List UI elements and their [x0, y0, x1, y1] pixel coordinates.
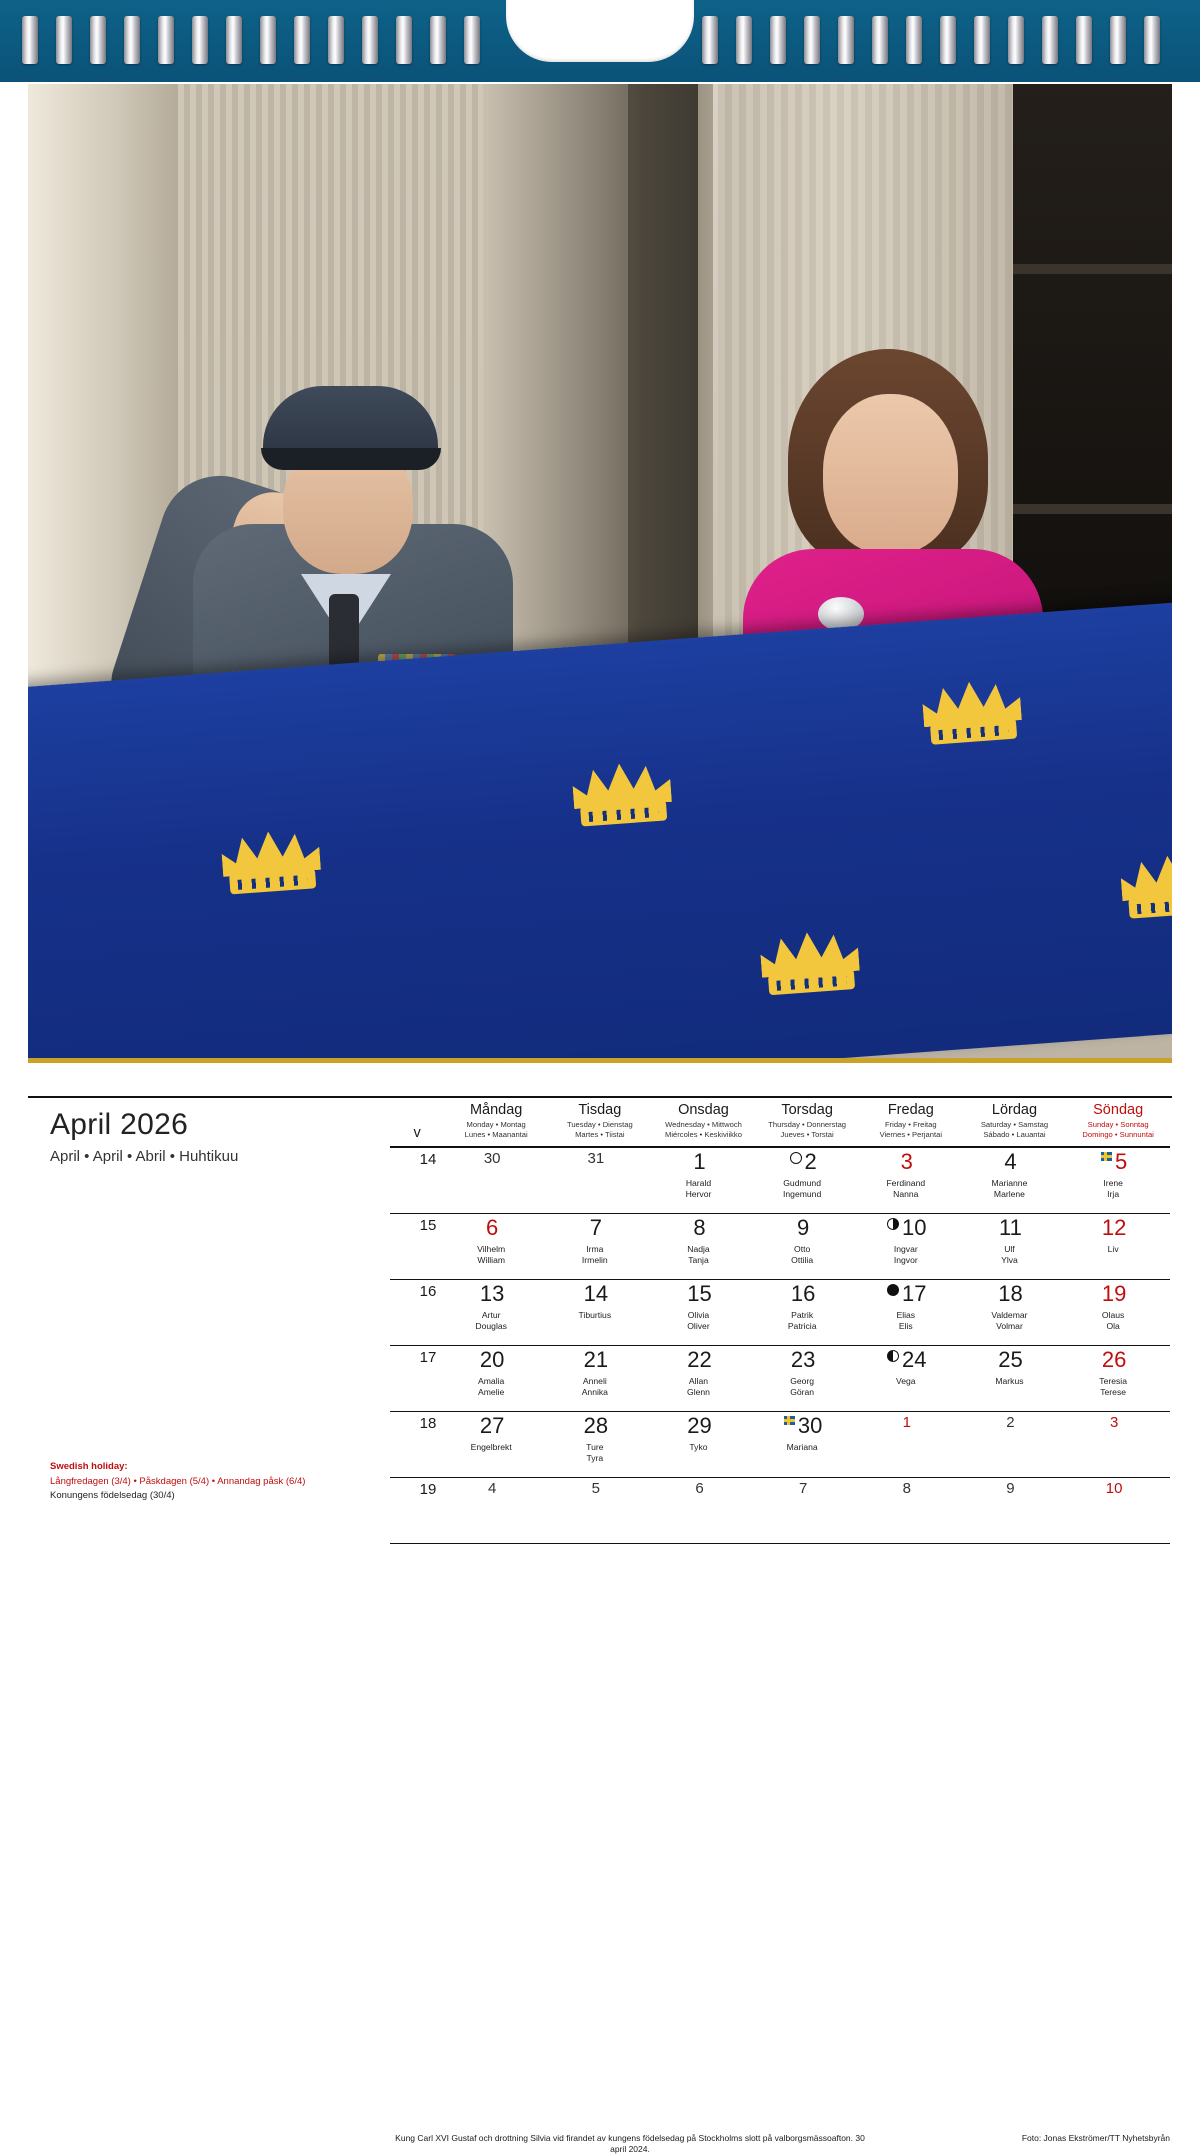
day-cell-inner — [444, 1412, 540, 1477]
day-cell[interactable] — [755, 1213, 859, 1279]
day-cell-inner — [652, 1346, 748, 1411]
day-cell[interactable] — [1066, 1279, 1170, 1345]
day-number-row — [887, 1346, 927, 1372]
day-cell[interactable] — [963, 1345, 1067, 1411]
day-number: 18 — [998, 1280, 1023, 1306]
name-day-names: Engelbrekt — [470, 1441, 512, 1452]
name-day-names: Mariana — [786, 1441, 818, 1452]
day-cell-inner — [652, 1148, 748, 1213]
day-cell-inner — [444, 1481, 540, 1543]
day-cell-inner — [444, 1214, 540, 1279]
day-cell-inner — [755, 1214, 851, 1279]
day-number-row — [900, 1148, 913, 1174]
name-day-names: Vilhelm William — [477, 1243, 506, 1266]
day-cell-inner — [1066, 1148, 1162, 1213]
day-cell[interactable] — [444, 1279, 548, 1345]
name-day-names: Patrik Patricia — [787, 1309, 817, 1332]
day-cell-inner — [859, 1481, 955, 1543]
day-cell-inner — [444, 1280, 540, 1345]
day-cell[interactable] — [548, 1411, 652, 1477]
day-cell[interactable] — [963, 1279, 1067, 1345]
day-number: 11 — [999, 1214, 1022, 1240]
name-day-names: Ture Tyra — [586, 1441, 604, 1464]
day-number: 27 — [479, 1412, 505, 1438]
day-number-row — [693, 1214, 706, 1240]
week-header-label: v — [413, 1124, 421, 1141]
day-number: 10 — [1105, 1479, 1123, 1497]
moon-phase-icon — [887, 1218, 899, 1230]
month-header — [50, 1108, 380, 1165]
weekday-header-1 — [444, 1102, 548, 1147]
day-number: 3 — [900, 1148, 913, 1174]
day-cell-inner — [548, 1481, 644, 1543]
wire-ring — [464, 16, 480, 64]
day-number-row — [887, 1280, 927, 1306]
day-number: 8 — [693, 1214, 706, 1240]
day-number-row — [687, 1412, 712, 1438]
day-cell[interactable] — [755, 1147, 859, 1214]
day-cell-inner — [548, 1280, 644, 1345]
wire-ring — [294, 16, 310, 64]
day-cell[interactable] — [755, 1279, 859, 1345]
day-number: 14 — [583, 1280, 609, 1306]
wire-ring — [396, 16, 412, 64]
calendar-week-row — [390, 1477, 1170, 1543]
day-number: 4 — [1004, 1148, 1017, 1174]
name-day-names: Georg Göran — [790, 1375, 815, 1398]
weekday-translations: Tuesday • Dienstag Martes • Tiistai — [566, 1120, 633, 1140]
day-cell-inner — [963, 1415, 1059, 1477]
day-cell[interactable] — [444, 1345, 548, 1411]
wire-ring — [906, 16, 922, 64]
weekday-name: Måndag — [469, 1102, 523, 1118]
weekday-header-row — [390, 1102, 1170, 1147]
calendar-week-row — [390, 1345, 1170, 1411]
wire-ring — [260, 16, 276, 64]
day-cell-inner — [652, 1412, 748, 1477]
wire-ring — [974, 16, 990, 64]
calendar-week-row — [390, 1147, 1170, 1214]
flag-day-icon — [1101, 1152, 1112, 1161]
crown-icon — [571, 758, 673, 827]
day-cell[interactable] — [963, 1213, 1067, 1279]
wire-ring — [124, 16, 140, 64]
name-day-names: Ferdinand Nanna — [886, 1177, 926, 1200]
calendar-week-row — [390, 1411, 1170, 1477]
week-number-cell: 18 — [390, 1411, 444, 1477]
day-number-row — [1004, 1148, 1017, 1174]
day-cell[interactable] — [859, 1213, 963, 1279]
crown-icon — [759, 927, 861, 996]
day-cell-inner — [859, 1214, 955, 1279]
day-number: 7 — [589, 1214, 602, 1240]
day-cell-inner — [1066, 1415, 1162, 1477]
day-cell[interactable] — [548, 1213, 652, 1279]
wire-ring — [1076, 16, 1092, 64]
day-cell-inner — [963, 1280, 1059, 1345]
day-number-row — [587, 1151, 604, 1166]
day-cell-inner — [859, 1280, 955, 1345]
day-cell-inner — [1066, 1280, 1162, 1345]
wire-ring — [90, 16, 106, 64]
day-number-row — [583, 1346, 609, 1372]
wire-ring — [22, 16, 38, 64]
day-number-row — [797, 1214, 810, 1240]
wire-ring — [1042, 16, 1058, 64]
day-cell-inner — [1066, 1481, 1162, 1543]
wire-ring — [328, 16, 344, 64]
name-day-names: Allan Glenn — [687, 1375, 710, 1398]
name-day-names: Anneli Annika — [581, 1375, 608, 1398]
day-cell[interactable] — [652, 1345, 756, 1411]
wire-ring — [872, 16, 888, 64]
name-day-names: Nadja Tanja — [687, 1243, 710, 1266]
weekday-name: Fredag — [887, 1102, 934, 1118]
day-number: 7 — [798, 1479, 808, 1497]
wire-ring — [56, 16, 72, 64]
day-number-row — [479, 1346, 505, 1372]
name-day-names: Valdemar Volmar — [991, 1309, 1028, 1332]
day-cell[interactable] — [652, 1411, 756, 1477]
day-number-row — [790, 1346, 816, 1372]
queen-face — [823, 394, 958, 554]
day-number: 9 — [1006, 1479, 1015, 1497]
day-cell[interactable] — [963, 1147, 1067, 1214]
day-cell[interactable] — [548, 1345, 652, 1411]
day-number: 24 — [902, 1346, 927, 1372]
day-cell-inner — [548, 1214, 644, 1279]
day-cell[interactable] — [548, 1147, 652, 1214]
day-number-row — [687, 1280, 712, 1306]
day-number: 1 — [902, 1413, 911, 1431]
day-cell[interactable] — [859, 1411, 963, 1477]
day-cell[interactable] — [652, 1147, 756, 1214]
day-number: 1 — [693, 1148, 706, 1174]
day-cell-inner — [755, 1280, 851, 1345]
name-day-names: Elias Elis — [896, 1309, 916, 1332]
name-day-names: Otto Ottilia — [791, 1243, 814, 1266]
day-cell[interactable] — [548, 1477, 652, 1543]
day-number-row — [1110, 1415, 1118, 1430]
day-number-row — [479, 1280, 505, 1306]
day-number: 31 — [587, 1149, 605, 1167]
day-number-row — [1101, 1280, 1127, 1306]
day-number: 9 — [797, 1214, 810, 1240]
day-cell[interactable] — [859, 1477, 963, 1543]
wire-ring — [192, 16, 208, 64]
day-cell[interactable] — [652, 1213, 756, 1279]
holiday-notes — [50, 1460, 380, 1504]
wire-ring — [770, 16, 786, 64]
wire-ring — [226, 16, 242, 64]
day-cell-inner — [963, 1214, 1059, 1279]
day-number-row — [1106, 1481, 1123, 1496]
day-number: 6 — [486, 1214, 499, 1240]
calendar-week-row — [390, 1279, 1170, 1345]
weekday-name: Söndag — [1093, 1102, 1144, 1118]
day-number: 17 — [902, 1280, 927, 1306]
day-number: 21 — [583, 1346, 609, 1372]
day-number-row — [479, 1412, 505, 1438]
day-number: 5 — [591, 1479, 600, 1497]
wire-ring — [804, 16, 820, 64]
day-number-row — [583, 1412, 609, 1438]
day-number: 5 — [1115, 1148, 1128, 1174]
wire-ring — [1144, 16, 1160, 64]
day-cell-inner — [963, 1481, 1059, 1543]
day-cell[interactable] — [1066, 1147, 1170, 1214]
day-number: 10 — [902, 1214, 927, 1240]
moon-phase-icon — [790, 1152, 802, 1164]
day-number-row — [1101, 1214, 1127, 1240]
name-day-names: Tiburtius — [578, 1309, 612, 1320]
day-number-row — [887, 1214, 927, 1240]
weekday-translations: Thursday • Donnerstag Jueves • Torstai — [768, 1120, 847, 1140]
moon-phase-icon — [887, 1284, 899, 1296]
day-number: 13 — [479, 1280, 505, 1306]
weekday-translations: Sunday • Sonntag Domingo • Sunnuntai — [1082, 1120, 1154, 1140]
day-cell[interactable] — [444, 1213, 548, 1279]
day-cell[interactable] — [963, 1411, 1067, 1477]
name-day-names: Markus — [995, 1375, 1024, 1386]
wire-ring — [158, 16, 174, 64]
day-number-row — [790, 1280, 816, 1306]
weekday-header-6 — [963, 1102, 1067, 1147]
day-number-row — [903, 1481, 911, 1496]
crown-icon — [220, 826, 322, 895]
day-number: 2 — [804, 1148, 817, 1174]
crown-icon — [1119, 850, 1172, 919]
day-number: 29 — [687, 1412, 712, 1438]
weekday-translations: Saturday • Samstag Sábado • Lauantai — [980, 1120, 1049, 1140]
day-number: 15 — [687, 1280, 712, 1306]
day-number: 23 — [790, 1346, 816, 1372]
day-number: 4 — [488, 1479, 497, 1497]
day-number-row — [687, 1346, 712, 1372]
name-day-names: Olaus Ola — [1101, 1309, 1125, 1332]
day-number-row — [998, 1346, 1023, 1372]
calendar-binding — [0, 0, 1200, 82]
day-cell[interactable] — [859, 1147, 963, 1214]
weekday-name: Lördag — [991, 1102, 1038, 1118]
day-cell-inner — [755, 1148, 851, 1213]
day-cell[interactable] — [1066, 1213, 1170, 1279]
day-cell-inner — [652, 1280, 748, 1345]
day-number-row — [583, 1280, 609, 1306]
day-cell[interactable] — [444, 1147, 548, 1214]
name-day-names: Harald Hervor — [685, 1177, 712, 1200]
photo-credit: Foto: Jonas Ekströmer/TT Nyhetsbyrån — [1021, 2133, 1170, 2143]
day-cell[interactable] — [652, 1279, 756, 1345]
wire-ring — [736, 16, 752, 64]
moon-phase-icon — [887, 1350, 899, 1362]
day-number: 12 — [1101, 1214, 1127, 1240]
day-cell[interactable] — [444, 1477, 548, 1543]
week-number-cell: 19 — [390, 1477, 444, 1543]
day-cell-inner — [652, 1481, 748, 1543]
weekday-header-2 — [548, 1102, 652, 1147]
name-day-names: Amalia Amelie — [478, 1375, 505, 1398]
day-number: 16 — [790, 1280, 816, 1306]
day-number-row — [1101, 1148, 1128, 1174]
day-number-row — [695, 1481, 703, 1496]
week-number-cell: 14 — [390, 1147, 444, 1214]
day-number-row — [999, 1214, 1022, 1240]
day-cell-inner — [652, 1214, 748, 1279]
day-number: 20 — [479, 1346, 505, 1372]
calendar-grid-area — [28, 1096, 1172, 1568]
name-day-names: Ulf Ylva — [1001, 1243, 1018, 1266]
day-cell-inner — [859, 1346, 955, 1411]
wire-ring — [362, 16, 378, 64]
name-day-names: Vega — [895, 1375, 916, 1386]
day-number: 8 — [902, 1479, 911, 1497]
day-number: 28 — [583, 1412, 609, 1438]
day-number: 22 — [687, 1346, 712, 1372]
day-number: 30 — [483, 1149, 501, 1167]
holiday-line-2: Konungens födelsedag (30/4) — [50, 1490, 175, 1502]
day-cell[interactable] — [859, 1345, 963, 1411]
week-number-cell: 17 — [390, 1345, 444, 1411]
calendar-week-row — [390, 1213, 1170, 1279]
day-cell-inner — [1066, 1346, 1162, 1411]
day-cell-inner — [755, 1346, 851, 1411]
name-day-names: Liv — [1107, 1243, 1119, 1254]
day-cell-inner — [859, 1415, 955, 1477]
weekday-translations: Friday • Freitag Viernes • Perjantai — [879, 1120, 943, 1140]
weekday-header-7 — [1066, 1102, 1170, 1147]
month-table — [390, 1102, 1170, 1544]
wire-ring — [702, 16, 718, 64]
day-cell[interactable] — [1066, 1411, 1170, 1477]
day-cell[interactable] — [859, 1279, 963, 1345]
day-cell[interactable] — [548, 1279, 652, 1345]
table-header — [390, 1102, 1170, 1147]
day-number-row — [693, 1148, 706, 1174]
day-cell[interactable] — [444, 1411, 548, 1477]
day-number-row — [1006, 1415, 1014, 1430]
name-day-names: Teresia Terese — [1099, 1375, 1127, 1398]
day-cell-inner — [859, 1148, 955, 1213]
name-day-names: Ingvar Ingvor — [893, 1243, 918, 1266]
weekday-translations: Monday • Montag Lunes • Maanantai — [464, 1120, 528, 1140]
day-cell-inner — [755, 1481, 851, 1543]
day-cell[interactable] — [652, 1477, 756, 1543]
day-number-row — [784, 1412, 823, 1438]
day-number: 6 — [695, 1479, 704, 1497]
day-number-row — [903, 1415, 911, 1430]
holiday-title: Swedish holiday: — [50, 1461, 128, 1472]
holiday-line-1: Långfredagen (3/4) • Påskdagen (5/4) • Annandag påsk (6/4) — [50, 1475, 306, 1487]
photo-caption: Kung Carl XVI Gustaf och drottning Silvia vid firandet av kungens födelsedag på Stockholms slott på valborgsmässoafton. 30 april 2024. — [395, 2133, 865, 2154]
crown-icon — [921, 676, 1023, 745]
wire-ring — [1110, 16, 1126, 64]
calendar-body — [390, 1147, 1170, 1544]
weekday-translations: Wednesday • Mittwoch Miércoles • Keskiviikko — [665, 1120, 742, 1140]
day-cell[interactable] — [755, 1411, 859, 1477]
day-cell-inner — [444, 1346, 540, 1411]
day-number-row — [790, 1148, 817, 1174]
day-number: 2 — [1006, 1413, 1015, 1431]
name-day-names: Tyko — [689, 1441, 708, 1452]
day-number-row — [488, 1481, 496, 1496]
day-number: 26 — [1101, 1346, 1127, 1372]
day-cell[interactable] — [1066, 1477, 1170, 1543]
day-cell-inner — [1066, 1214, 1162, 1279]
month-subtitle: April • April • Abril • Huhtikuu — [50, 1148, 239, 1165]
name-day-names: Artur Douglas — [475, 1309, 507, 1332]
week-number-cell: 16 — [390, 1279, 444, 1345]
day-number-row — [592, 1481, 600, 1496]
month-title: April 2026 — [50, 1108, 189, 1141]
day-number-row — [589, 1214, 602, 1240]
day-cell-inner — [755, 1412, 851, 1477]
day-number: 3 — [1109, 1413, 1119, 1431]
day-cell[interactable] — [1066, 1345, 1170, 1411]
week-column-header — [390, 1102, 444, 1147]
day-cell[interactable] — [755, 1477, 859, 1543]
day-cell-inner — [548, 1412, 644, 1477]
day-cell-inner — [548, 1346, 644, 1411]
weekday-name: Onsdag — [678, 1102, 729, 1118]
window-bar-1 — [1013, 264, 1172, 274]
weekday-name: Tisdag — [578, 1102, 622, 1118]
wire-ring — [940, 16, 956, 64]
weekday-header-5 — [859, 1102, 963, 1147]
wire-ring — [838, 16, 854, 64]
day-cell-inner — [444, 1151, 540, 1213]
hanger-notch — [506, 0, 694, 62]
day-cell[interactable] — [755, 1345, 859, 1411]
day-number: 30 — [797, 1412, 823, 1438]
day-number-row — [799, 1481, 807, 1496]
day-cell-inner — [963, 1346, 1059, 1411]
flag-day-icon — [784, 1416, 795, 1425]
day-cell-inner — [963, 1148, 1059, 1213]
day-number: 19 — [1101, 1280, 1127, 1306]
day-cell-inner — [548, 1151, 644, 1213]
weekday-header-4 — [755, 1102, 859, 1147]
name-day-names: Gudmund Ingemund — [783, 1177, 822, 1200]
day-number-row — [484, 1151, 501, 1166]
name-day-names: Irene Irja — [1103, 1177, 1123, 1200]
day-number-row — [1006, 1481, 1014, 1496]
name-day-names: Marianne Marlene — [991, 1177, 1028, 1200]
day-number-row — [486, 1214, 499, 1240]
week-number-cell: 15 — [390, 1213, 444, 1279]
name-day-names: Irma Irmelin — [581, 1243, 608, 1266]
cover-photo — [28, 84, 1172, 1062]
king-cap-visor — [261, 448, 441, 470]
wire-ring — [1008, 16, 1024, 64]
wire-ring — [430, 16, 446, 64]
weekday-name: Torsdag — [781, 1102, 833, 1118]
day-cell[interactable] — [963, 1477, 1067, 1543]
day-number-row — [998, 1280, 1023, 1306]
weekday-header-3 — [652, 1102, 756, 1147]
name-day-names: Olivia Oliver — [687, 1309, 710, 1332]
day-number-row — [1101, 1346, 1127, 1372]
day-number: 25 — [998, 1346, 1023, 1372]
